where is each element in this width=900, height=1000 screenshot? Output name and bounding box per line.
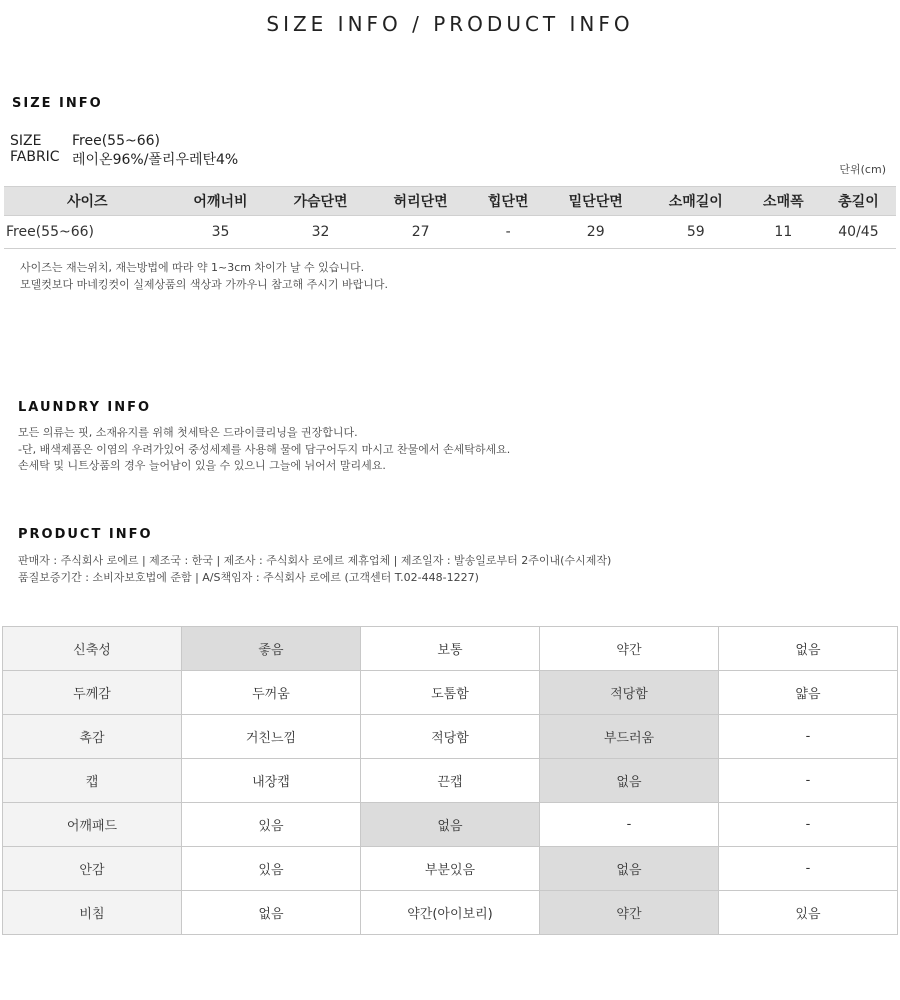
size-cell: 35 xyxy=(170,216,270,249)
product-info-title: PRODUCT INFO xyxy=(18,527,153,542)
size-header-cell: 어깨너비 xyxy=(170,187,270,216)
feature-option: - xyxy=(539,803,718,847)
laundry-info-title: LAUNDRY INFO xyxy=(18,400,152,415)
size-note-line: 모델컷보다 마네킹컷이 실제상품의 색상과 가까우니 참고해 주시기 바랍니다. xyxy=(20,277,389,291)
feature-option: 적당함 xyxy=(360,715,539,759)
size-cell: 11 xyxy=(746,216,821,249)
table-row xyxy=(3,715,898,759)
feature-option-selected: 부드러움 xyxy=(539,715,718,759)
size-label: SIZE xyxy=(10,133,42,149)
fabric-value: 레이온96%/폴리우레탄4% xyxy=(72,152,239,168)
feature-option-selected: 없음 xyxy=(539,847,718,891)
feature-option: 없음 xyxy=(181,891,360,935)
size-cell: - xyxy=(471,216,546,249)
feature-option: 보통 xyxy=(360,627,539,671)
size-header-cell: 총길이 xyxy=(821,187,896,216)
size-note-line: 사이즈는 재는위치, 재는방법에 따라 약 1~3cm 차이가 날 수 있습니다. xyxy=(20,261,365,274)
feature-option-selected: 좋음 xyxy=(181,627,360,671)
unit-label: 단위(cm) xyxy=(839,163,886,176)
size-header-cell: 허리단면 xyxy=(371,187,471,216)
size-table-header-row xyxy=(4,187,896,216)
feature-option: - xyxy=(718,803,897,847)
feature-option: 끈캡 xyxy=(360,759,539,803)
size-header-cell: 힙단면 xyxy=(471,187,546,216)
table-row xyxy=(3,627,898,671)
feature-option-selected: 적당함 xyxy=(539,671,718,715)
product-line: 판매자 : 주식회사 로에르 | 제조국 : 한국 | 제조사 : 주식회사 로에르 제휴업체 | 제조일자 : 발송일로부터 2주이내(수시제작) xyxy=(18,554,612,567)
size-header-cell: 소매폭 xyxy=(746,187,821,216)
feature-option: 약간 xyxy=(539,627,718,671)
feature-option: 있음 xyxy=(181,847,360,891)
table-row xyxy=(3,759,898,803)
feature-option: - xyxy=(718,759,897,803)
feature-option: 있음 xyxy=(718,891,897,935)
size-cell: Free(55~66) xyxy=(4,216,170,249)
feature-option: 얇음 xyxy=(718,671,897,715)
feature-label-cell: 캡 xyxy=(3,759,182,803)
size-cell: 32 xyxy=(271,216,371,249)
feature-table xyxy=(2,626,898,935)
feature-option: 부분있음 xyxy=(360,847,539,891)
laundry-line: 손세탁 및 니트상품의 경우 늘어남이 있을 수 있으니 그늘에 뉘어서 말리세요. xyxy=(18,459,386,472)
size-header-cell: 밑단단면 xyxy=(546,187,646,216)
size-notes xyxy=(20,260,388,293)
table-row xyxy=(4,216,896,249)
feature-option: 있음 xyxy=(181,803,360,847)
size-info-title: SIZE INFO xyxy=(12,96,103,111)
feature-option-selected: 없음 xyxy=(360,803,539,847)
feature-option: - xyxy=(718,847,897,891)
table-row xyxy=(3,803,898,847)
size-meta-row xyxy=(10,133,160,149)
table-row xyxy=(3,847,898,891)
feature-option: - xyxy=(718,715,897,759)
size-header-cell: 소매길이 xyxy=(646,187,746,216)
size-header-cell: 사이즈 xyxy=(4,187,170,216)
size-header-cell: 가슴단면 xyxy=(271,187,371,216)
laundry-line: -단, 배색제품은 이염의 우려가있어 중성세제를 사용해 물에 담구어두지 마시고 찬물에서 손세탁하세요. xyxy=(18,442,511,456)
feature-label-cell: 두께감 xyxy=(3,671,182,715)
feature-option: 약간(아이보리) xyxy=(360,891,539,935)
feature-option: 내장캡 xyxy=(181,759,360,803)
product-notes xyxy=(18,553,611,586)
size-cell: 27 xyxy=(371,216,471,249)
feature-label-cell: 신축성 xyxy=(3,627,182,671)
feature-label-cell: 안감 xyxy=(3,847,182,891)
size-cell: 59 xyxy=(646,216,746,249)
feature-option: 두꺼움 xyxy=(181,671,360,715)
feature-label-cell: 어깨패드 xyxy=(3,803,182,847)
feature-option-selected: 없음 xyxy=(539,759,718,803)
laundry-line: 모든 의류는 핏, 소재유지를 위해 첫세탁은 드라이클리닝을 권장합니다. xyxy=(18,426,358,439)
feature-option: 도톰함 xyxy=(360,671,539,715)
fabric-label: FABRIC xyxy=(10,149,60,165)
page-title: SIZE INFO / PRODUCT INFO xyxy=(266,12,634,36)
product-line: 품질보증기간 : 소비자보호법에 준함 | A/S책임자 : 주식회사 로에르 (고객센터 T.02-448-1227) xyxy=(18,570,479,584)
feature-option: 없음 xyxy=(718,627,897,671)
feature-label-cell: 촉감 xyxy=(3,715,182,759)
size-cell: 40/45 xyxy=(821,216,896,249)
feature-label-cell: 비침 xyxy=(3,891,182,935)
laundry-notes xyxy=(18,425,510,475)
size-cell: 29 xyxy=(546,216,646,249)
size-table xyxy=(4,186,896,249)
size-value: Free(55~66) xyxy=(72,133,160,149)
table-row xyxy=(3,891,898,935)
fabric-meta-row xyxy=(10,149,238,169)
feature-option: 거친느낌 xyxy=(181,715,360,759)
table-row xyxy=(3,671,898,715)
feature-option-selected: 약간 xyxy=(539,891,718,935)
